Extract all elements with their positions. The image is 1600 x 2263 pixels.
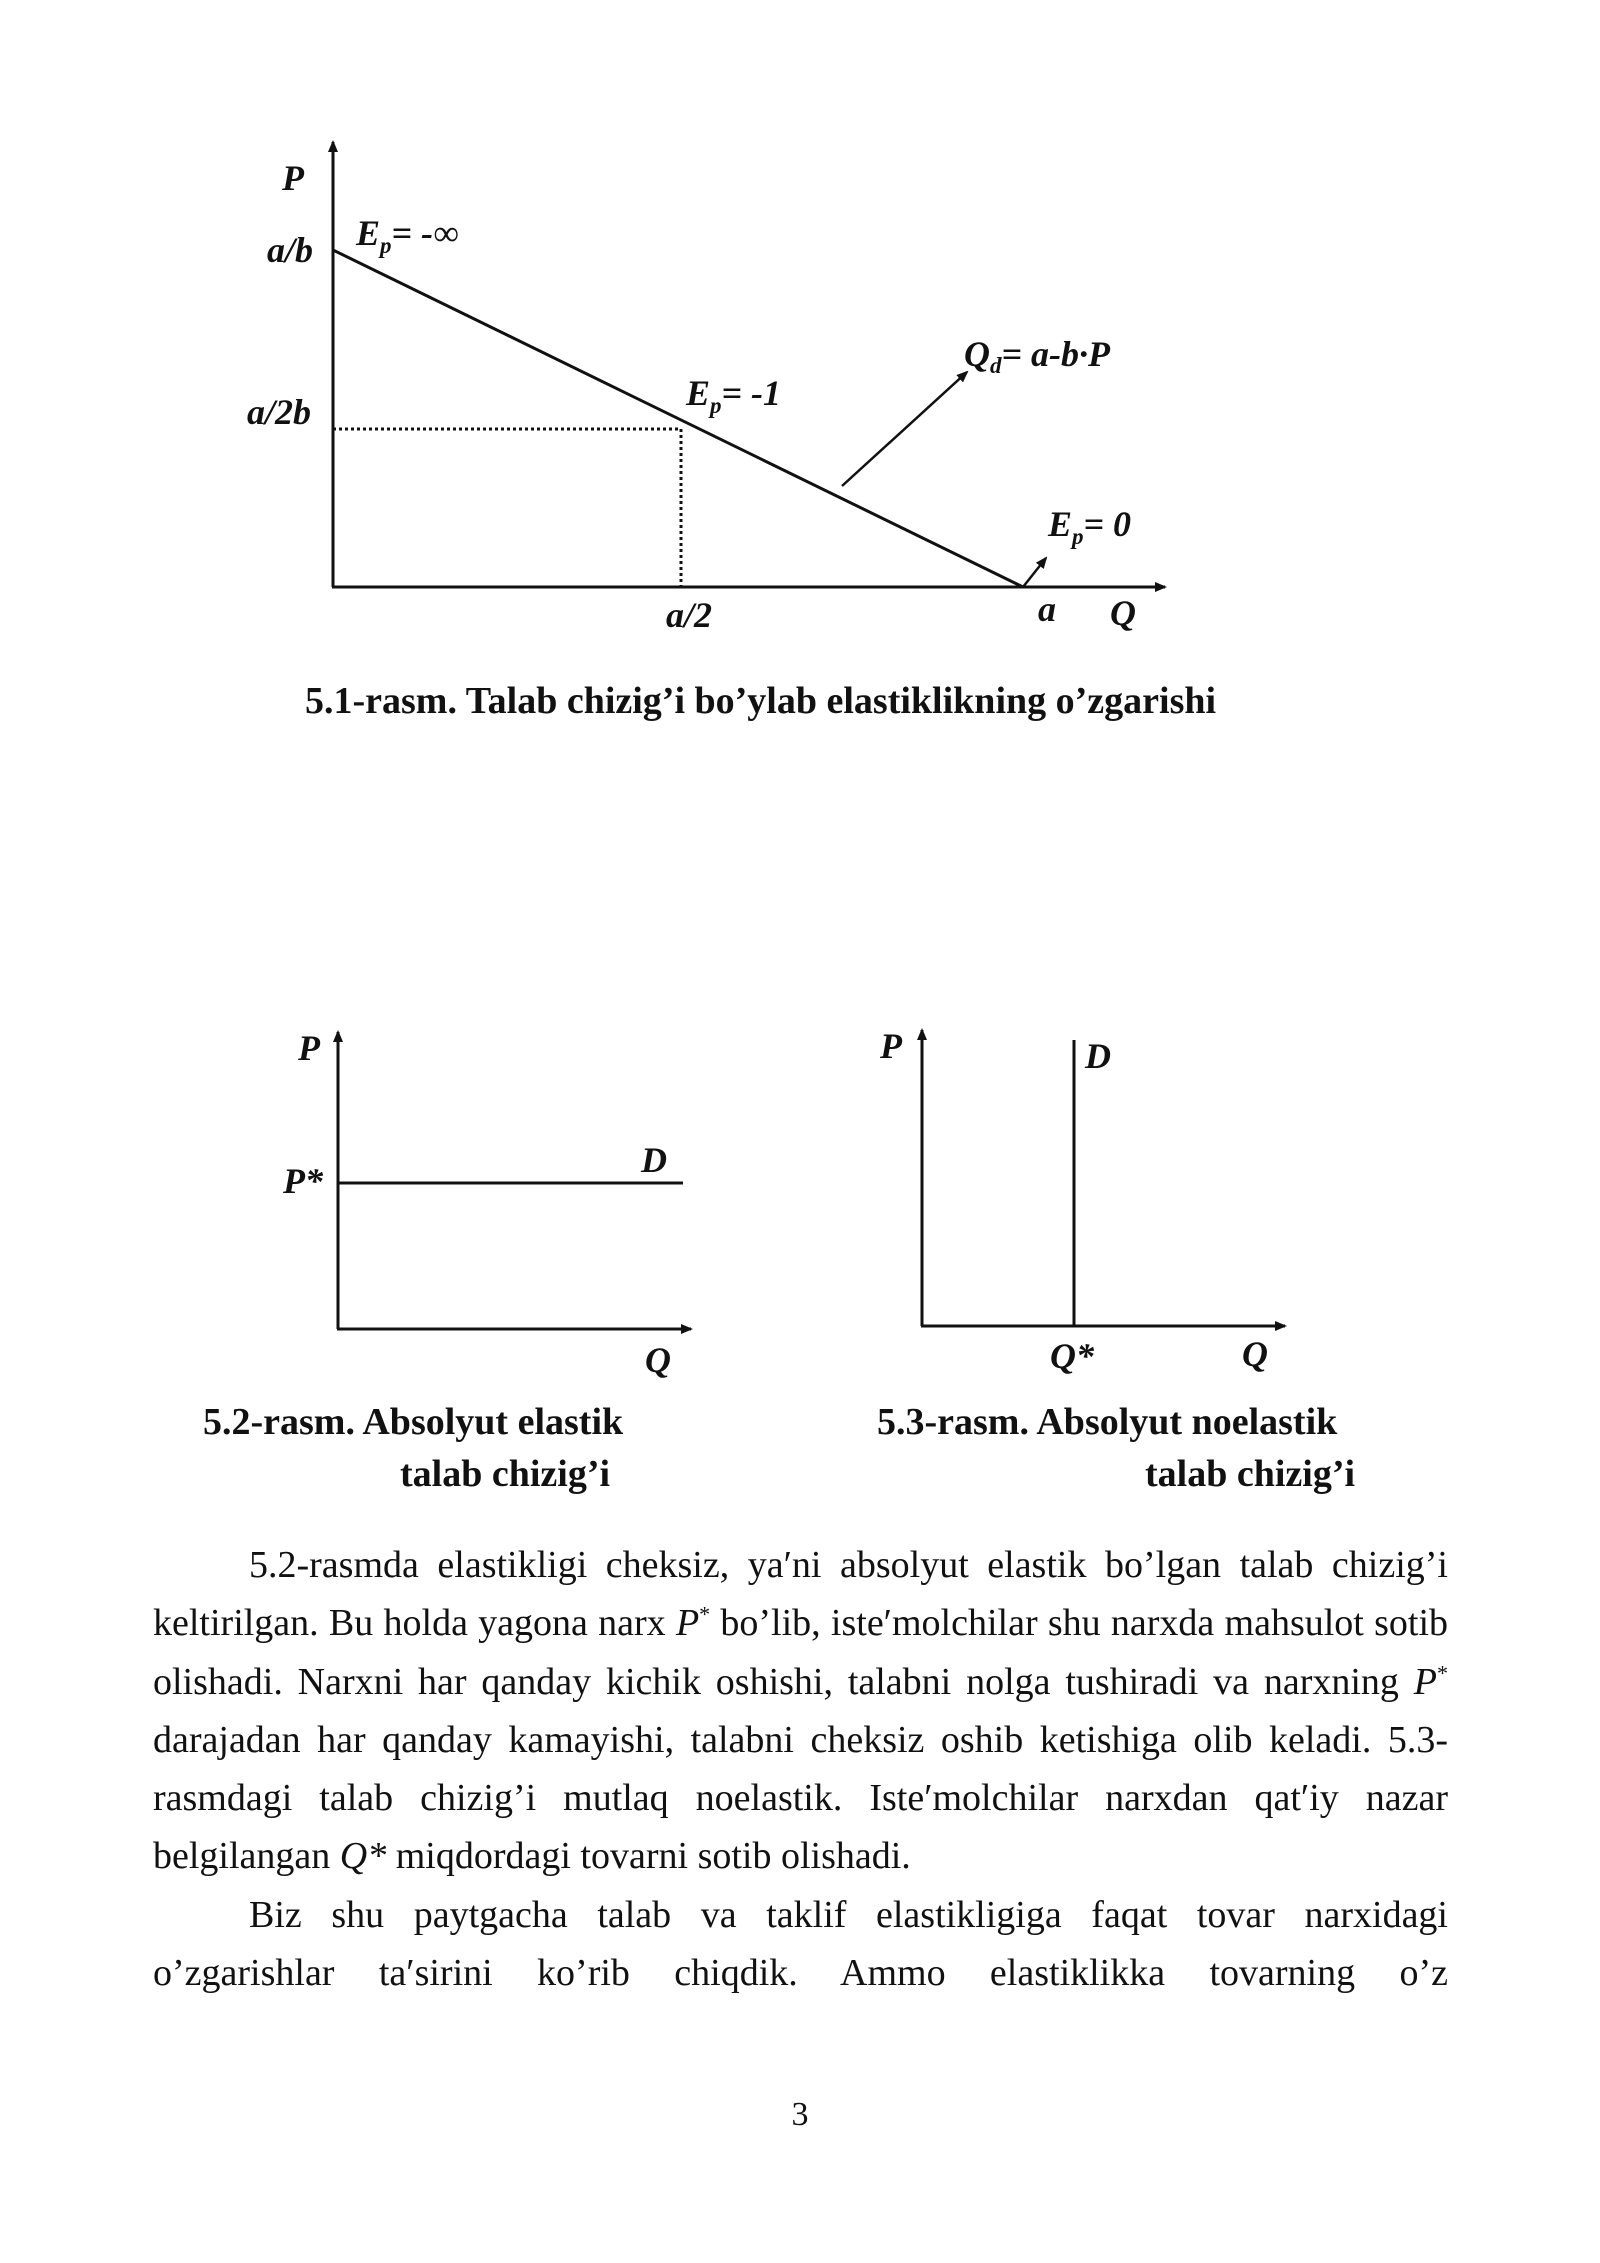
p-axis-label: P (298, 1028, 320, 1068)
tick-a-over-2b: a/2b (247, 392, 312, 432)
p-axis-label: P (282, 158, 304, 198)
paragraph-1: 5.2-rasmda elastikligi cheksiz, ya′ni absolyut elastik bo’lgan talab chizig’i keltirilgan. Bu holda yagona narx P* bo’lib, iste′molchilar shu narxda mahsulot sotib olishadi. Narxni har qanday kichik oshishi, talabni nolga tushiradi va narxning P* darajadan har qanday kamayishi, talabni cheksiz oshib ketishiga olib keladi. 5.3-rasmdagi talab chizig’i mutlaq noelastik. Iste′molchilar narxdan qat′iy nazar belgilangan Q* miqdordagi tovarni sotib olishadi. (153, 1544, 1449, 1878)
label-demand-equation: Qd= a-b·P (964, 334, 1110, 378)
label-ep-zero: $E_p= 0$ (1048, 504, 1132, 549)
tick-a: a (1038, 589, 1056, 629)
figure-5-3-caption (877, 1396, 1355, 1500)
tick-a-over-b: a/b (267, 230, 314, 270)
ep0-pointer-arrow (1023, 558, 1046, 587)
equation-pointer-arrow (842, 372, 967, 486)
label-ep-minus-infinity: $E_p=$ -∞ (356, 213, 459, 258)
tick-q-star: Q* (1050, 1336, 1094, 1376)
q-axis-label: Q (1242, 1334, 1268, 1374)
paragraph-2: Biz shu paytgacha talab va taklif elastikligiga faqat tovar narxidagi o’zgarishlar ta′sirini ko’rib chiqdik. Ammo elastiklikka tovarning o’z (153, 1893, 1448, 1995)
p-axis-label: P (880, 1026, 902, 1066)
caption-line-1: 5.2-rasm. Absolyut elastik (203, 1401, 624, 1443)
figure-5-2-caption (203, 1396, 623, 1500)
figure-5-1 (0, 0, 1600, 680)
demand-curve-label: D (1085, 1036, 1111, 1076)
demand-line (333, 250, 1023, 587)
tick-a-over-2: a/2 (666, 595, 713, 635)
figure-5-1-caption: 5.1-rasm. Talab chizig’i bo’ylab elastiklikning o’zgarishi (305, 680, 1217, 722)
caption-line-2: talab chizig’i (400, 1453, 611, 1495)
demand-curve-label: D (641, 1140, 667, 1180)
body-text (153, 1536, 1448, 2002)
figure-5-3 (800, 1000, 1300, 1400)
tick-p-star: P* (283, 1161, 323, 1201)
label-ep-minus-one: $E_p= -1$ (686, 373, 782, 418)
figure-5-2 (0, 1000, 780, 1400)
q-axis-label: Q (645, 1340, 671, 1380)
caption-line-2: talab chizig’i (1145, 1453, 1356, 1495)
caption-line-1: 5.3-rasm. Absolyut noelastik (877, 1401, 1338, 1443)
page-number: 3 (791, 2096, 809, 2133)
q-axis-label: Q (1110, 593, 1136, 633)
